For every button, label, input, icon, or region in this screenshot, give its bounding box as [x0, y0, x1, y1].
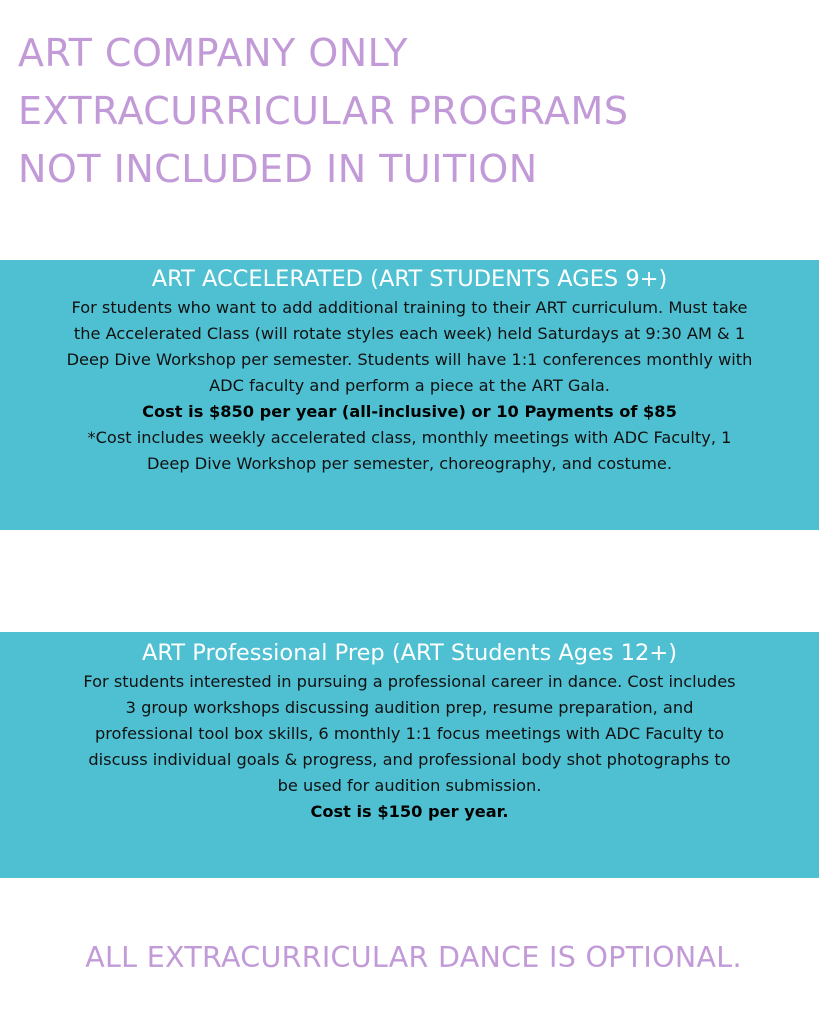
cost-note-line: Deep Dive Workshop per semester, choreography, and costume.: [146, 454, 673, 473]
page-title-line: ART COMPANY ONLY: [18, 31, 409, 75]
description-line: be used for audition submission.: [277, 776, 542, 795]
page-title: [18, 24, 808, 198]
art-professional-prep-cost: Cost is $150 per year.: [310, 802, 509, 821]
page-title-line: NOT INCLUDED IN TUITION: [18, 147, 538, 191]
description-line: Deep Dive Workshop per semester. Students will have 1:1 conferences monthly with: [66, 350, 753, 369]
description-line: the Accelerated Class (will rotate styles each week) held Saturdays at 9:30 AM & 1: [73, 324, 746, 343]
art-professional-prep-title: ART Professional Prep (ART Students Ages 12+): [141, 640, 678, 666]
description-line: For students who want to add additional training to their ART curriculum. Must take: [71, 298, 748, 317]
cost-note-line: *Cost includes weekly accelerated class, monthly meetings with ADC Faculty, 1: [87, 428, 732, 447]
description-line: For students interested in pursuing a professional career in dance. Cost includes: [83, 672, 736, 691]
optional-dance-note: ALL EXTRACURRICULAR DANCE IS OPTIONAL.: [85, 941, 742, 974]
art-accelerated-cost-note: [4, 425, 815, 477]
art-professional-prep-panel: [0, 632, 819, 878]
description-line: professional tool box skills, 6 monthly 1:1 focus meetings with ADC Faculty to: [94, 724, 725, 743]
description-line: discuss individual goals & progress, and professional body shot photographs to: [88, 750, 731, 769]
art-professional-prep-description: [4, 669, 815, 799]
art-accelerated-title: ART ACCELERATED (ART STUDENTS AGES 9+): [151, 266, 668, 292]
art-accelerated-cost: Cost is $850 per year (all-inclusive) or 10 Payments of $85: [142, 402, 677, 421]
art-accelerated-description: [4, 295, 815, 399]
page-title-line: EXTRACURRICULAR PROGRAMS: [18, 89, 629, 133]
description-line: ADC faculty and perform a piece at the ART Gala.: [209, 376, 610, 395]
description-line: 3 group workshops discussing audition prep, resume preparation, and: [125, 698, 694, 717]
art-accelerated-panel: [0, 260, 819, 530]
